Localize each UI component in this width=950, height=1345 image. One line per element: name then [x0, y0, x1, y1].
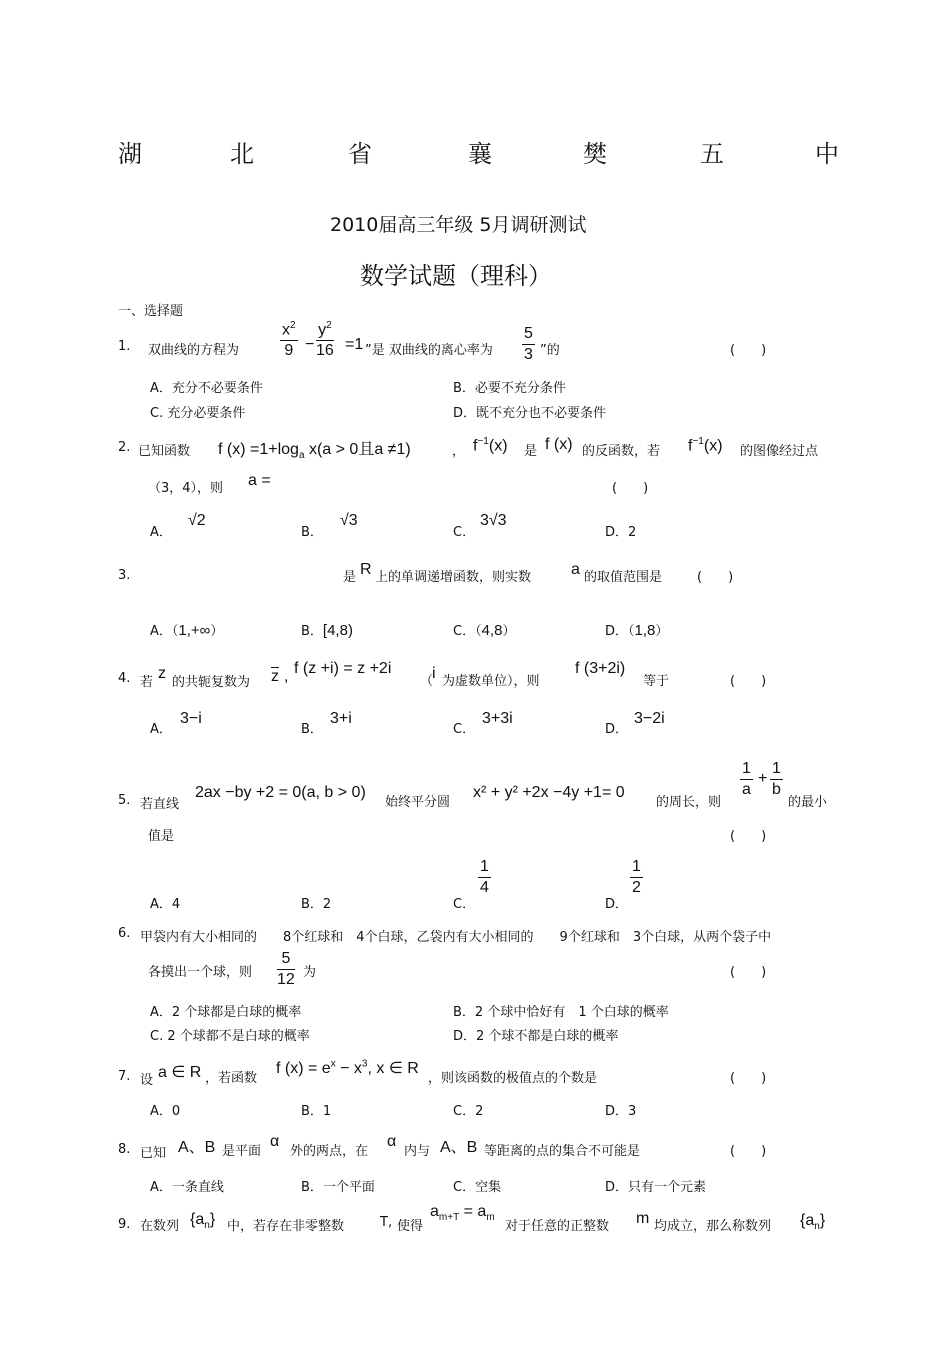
q4-value-c: 3+3i	[482, 710, 513, 727]
q5-frac-1b: $\frac{1}{b}$	[772, 760, 781, 798]
q6-fraction: $\frac{5}{12}$	[277, 950, 295, 988]
q3-text-3: 的取值范围是	[584, 570, 663, 585]
q1-option-d: D．既不充分也不必要条件	[453, 406, 607, 421]
q2-option-b: B．	[301, 525, 323, 540]
school-char-1: 湖	[118, 140, 142, 168]
q6-option-c: C. 2 个球都不是白球的概率	[150, 1029, 310, 1044]
q7-function: f $(x) = e^x - x^3$, x ∈ R	[276, 1058, 419, 1077]
q4-equation: f (z +i) = z +2i	[294, 660, 392, 677]
q8-points-AB: A、B	[178, 1139, 216, 1156]
q1-eq: =1	[345, 336, 364, 353]
school-char-6: 五	[700, 140, 724, 168]
q3-text-1: 是	[343, 570, 357, 585]
q8-option-c: C．空集	[453, 1180, 502, 1195]
exam-subtitle: 2010届高三年级 5月调研测试	[330, 214, 587, 236]
q1-option-a: A．充分不必要条件	[150, 381, 263, 396]
q9-number: 9.	[118, 1217, 131, 1232]
q5-text-5: 值是	[148, 829, 175, 844]
q5-circle-equation: x² + y² +2x −4y +1= 0	[473, 784, 625, 801]
q9-sequence-2: $\{a_n\}$	[800, 1212, 826, 1233]
q9-sequence: $\{a_n\}$	[190, 1211, 216, 1232]
school-char-5: 樊	[583, 140, 607, 168]
q5-frac-c: $\frac{1}{4}$	[480, 858, 489, 896]
q2-option-c: C．	[453, 525, 476, 540]
q4-value-d: 3−2i	[634, 710, 665, 727]
q2-answer-paren: ( )	[612, 481, 649, 496]
school-char-2: 北	[230, 140, 254, 168]
q5-option-c: C．	[453, 897, 476, 912]
q5-text-2: 始终平分圆	[385, 795, 451, 810]
school-char-7: 中	[815, 140, 839, 168]
q2-value-a: √2	[188, 512, 206, 529]
q1-option-c: C. 充分必要条件	[150, 406, 246, 421]
q4-i: i	[432, 665, 436, 682]
q9-T: T,	[380, 1215, 393, 1230]
q2-comma: ，	[452, 444, 466, 459]
q4-option-b: B．	[301, 722, 323, 737]
q8-text-1: 已知	[140, 1146, 167, 1161]
q2-line-2: （3，4），则	[148, 481, 224, 496]
q7-a-in-R: a ∈ R	[158, 1064, 202, 1081]
school-char-3: 省	[348, 140, 372, 168]
q9-text-5: 均成立，那么称数列	[654, 1219, 772, 1234]
q5-text-1: 若直线	[140, 797, 180, 812]
q2-text-pre: 已知函数	[138, 444, 191, 459]
school-char-4: 襄	[468, 140, 492, 168]
q5-text-4: 的最小	[788, 795, 828, 810]
q7-number: 7.	[118, 1069, 131, 1084]
q7-text-3: ，则该函数的极值点的个数是	[428, 1071, 598, 1086]
q2-function-def: f $(x) =1+\log_a$ x(a > 0且a ≠1)	[218, 441, 411, 462]
q1-minus: −	[305, 336, 315, 353]
q6-option-b: B．2 个球中恰好有 1 个白球的概率	[453, 1005, 669, 1020]
q8-points-AB-2: A、B	[440, 1139, 478, 1156]
q7-option-a: A．0	[150, 1104, 181, 1119]
q5-frac-1a: $\frac{1}{a}$	[742, 760, 751, 798]
q5-text-3: 的周长，则	[656, 795, 722, 810]
q8-answer-paren: ( )	[730, 1144, 767, 1159]
q2-fx: f (x)	[545, 436, 573, 453]
q6-option-a: A．2 个球都是白球的概率	[150, 1005, 302, 1020]
q5-line-equation: 2ax −by +2 = 0(a, b > 0)	[195, 784, 366, 801]
q9-text-2: 中，若存在非零整数	[227, 1219, 345, 1234]
q6-answer-paren: ( )	[730, 965, 767, 980]
q3-number: 3.	[118, 568, 131, 583]
q4-number: 4.	[118, 671, 131, 686]
q9-text-4: 对于任意的正整数	[505, 1219, 610, 1234]
q7-text-1: 设	[140, 1073, 154, 1088]
q7-option-b: B．1	[301, 1104, 332, 1119]
q4-text-1: 若	[140, 675, 154, 690]
q4-z: z	[158, 665, 166, 682]
q7-text-2: ，若函数	[205, 1071, 258, 1086]
q3-option-c: C．（4,8）	[453, 622, 516, 639]
q1-option-b: B．必要不充分条件	[453, 381, 566, 396]
q2-inverse-fn: $f^{-1}(x)$	[473, 436, 508, 455]
q8-text-2: 是平面	[222, 1144, 262, 1159]
q2-option-d: D．2	[605, 525, 637, 540]
q4-zbar: $\overline{z}$	[271, 668, 279, 685]
q1-text-pre: 双曲线的方程为	[148, 343, 240, 358]
q4-value-a: 3−i	[180, 710, 202, 727]
q1-text-post: ”的	[540, 343, 560, 358]
q8-text-5: 等距离的点的集合不可能是	[484, 1144, 641, 1159]
q1-text-mid: ”是 双曲线的离心率为	[365, 343, 493, 358]
q6-line-2a: 各摸出一个球，则	[148, 965, 253, 980]
q5-answer-paren: ( )	[730, 829, 767, 844]
q4-f-value: f (3+2i)	[575, 660, 626, 677]
q2-text-2: 的反函数，若	[582, 444, 661, 459]
q5-option-d: D．	[605, 897, 629, 912]
q5-frac-d: $\frac{1}{2}$	[632, 858, 641, 896]
q2-inverse-fn-2: $f^{-1}(x)$	[688, 436, 723, 455]
q4-text-5: 等于	[643, 674, 670, 689]
q8-text-4: 内与	[404, 1144, 431, 1159]
q8-alpha: α	[270, 1133, 280, 1150]
q6-line-2b: 为	[303, 965, 317, 980]
q6-number: 6.	[118, 926, 131, 941]
q8-alpha-2: α	[387, 1133, 397, 1150]
q7-answer-paren: ( )	[730, 1071, 767, 1086]
q4-answer-paren: ( )	[730, 674, 767, 689]
q9-m: m	[636, 1210, 650, 1227]
q5-plus: +	[758, 770, 768, 787]
q5-option-b: B．2	[301, 897, 332, 912]
q4-value-b: 3+i	[330, 710, 352, 727]
q2-value-c: 3√3	[480, 512, 507, 529]
q7-option-c: C．2	[453, 1104, 484, 1119]
q1-frac-e: $\frac{5}{3}$	[524, 325, 533, 363]
q8-text-3: 外的两点，在	[290, 1144, 369, 1159]
q2-a-equals: a =	[248, 472, 271, 489]
q4-option-a: A．	[150, 722, 172, 737]
q6-option-d: D．2 个球不都是白球的概率	[453, 1029, 619, 1044]
q3-option-b: B．[4,8)	[301, 622, 353, 639]
q4-comma: ,	[284, 668, 289, 685]
q4-text-2: 的共轭复数为	[172, 675, 251, 690]
q4-text-4: 为虚数单位），则	[442, 674, 540, 689]
section-heading: 一、选择题	[118, 304, 184, 319]
q3-answer-paren: ( )	[697, 570, 734, 585]
q4-option-d: D．	[605, 722, 629, 737]
q2-text-3: 的图像经过点	[740, 444, 819, 459]
q2-value-b: √3	[340, 512, 358, 529]
q2-option-a: A．	[150, 525, 172, 540]
q7-option-d: D．3	[605, 1104, 637, 1119]
q6-line-1: 甲袋内有大小相同的 8个红球和 4个白球，乙袋内有大小相同的 9个红球和 3个白球，从两个袋子中	[140, 930, 772, 945]
q3-text-2: 上的单调递增函数，则实数	[375, 570, 532, 585]
q8-option-b: B．一个平面	[301, 1180, 375, 1195]
q9-periodic-eq: $a_{m+T} = a_m$	[430, 1203, 495, 1224]
q2-text-1: 是	[524, 444, 538, 459]
exam-title: 数学试题（理科）	[360, 262, 552, 290]
q9-text-3: 使得	[397, 1219, 424, 1234]
q1-answer-paren: ( )	[730, 343, 767, 358]
q4-option-c: C．	[453, 722, 476, 737]
q2-number: 2.	[118, 440, 131, 455]
q5-number: 5.	[118, 793, 131, 808]
q1-number: 1.	[118, 339, 131, 354]
q3-option-d: D．（1,8）	[605, 622, 669, 639]
q3-option-a: A．（1,+∞）	[150, 622, 224, 639]
q5-option-a: A．4	[150, 897, 181, 912]
q4-text-3: （	[420, 674, 434, 689]
q8-number: 8.	[118, 1142, 131, 1157]
q3-R: R	[360, 561, 372, 578]
q9-text-1: 在数列	[140, 1219, 180, 1234]
q8-option-d: D．只有一个元素	[605, 1180, 707, 1195]
q3-a: a	[571, 561, 580, 578]
q8-option-a: A．一条直线	[150, 1180, 224, 1195]
q1-frac-y: $\frac{y^2}{16}$	[316, 320, 334, 360]
q1-frac-x: $\frac{x^2}{9}$	[282, 320, 296, 360]
